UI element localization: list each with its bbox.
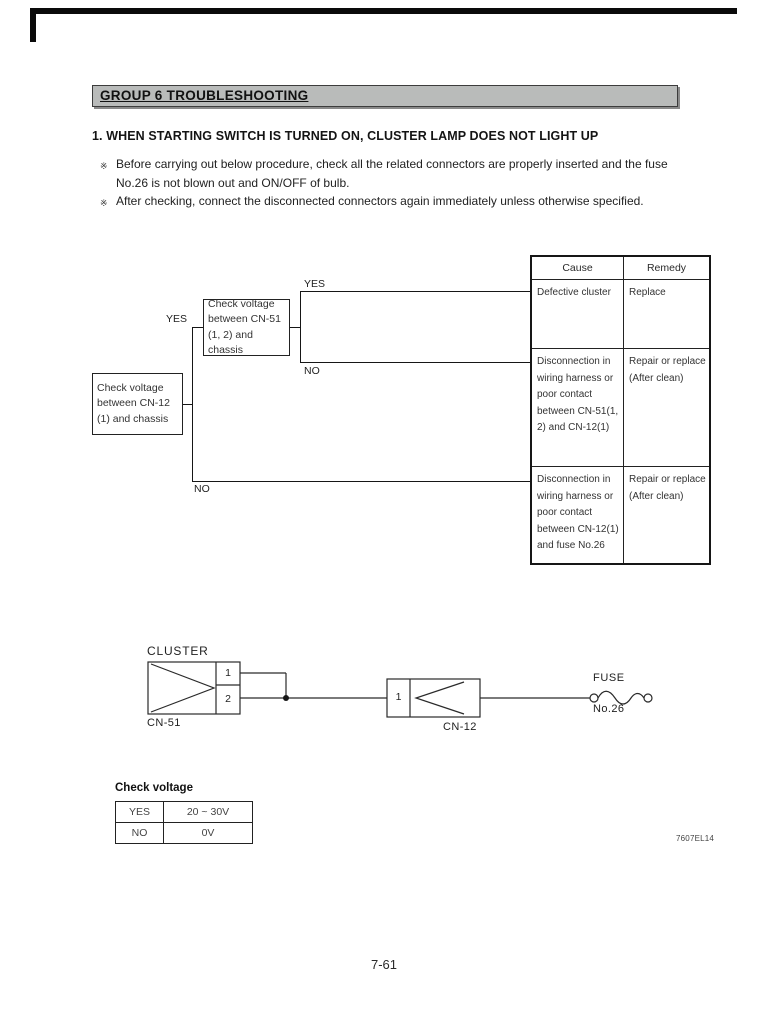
table-row [532, 349, 709, 467]
cluster-label: CLUSTER [147, 644, 209, 658]
top-border-bar [30, 8, 737, 14]
cause-remedy-table [530, 255, 711, 565]
page-number: 7-61 [370, 957, 398, 972]
flow-line [183, 404, 192, 405]
note-marker: ※ [100, 198, 108, 208]
cn12-pin-1: 1 [395, 691, 402, 703]
note-item [100, 155, 694, 193]
flow-line [192, 481, 530, 482]
cn51-pin-2: 2 [225, 693, 231, 705]
column-header-remedy: Remedy [646, 262, 687, 274]
flow-line [300, 291, 301, 363]
cn12-label: CN-12 [443, 721, 477, 733]
fuse-label: FUSE [593, 672, 625, 684]
note-item [100, 192, 694, 211]
flow-step-check-voltage-cn12: Check voltage between CN-12 (1) and chassis [92, 373, 183, 435]
flow-line [192, 327, 193, 482]
table-header-row [532, 257, 709, 280]
check-voltage-table [115, 801, 253, 844]
note-marker: ※ [100, 161, 108, 171]
doc-code: 7607EL14 [676, 834, 715, 843]
group-title-bar [92, 85, 678, 107]
cause-cell: Disconnection in wiring harness or poor contact between CN-51(1, 2) and CN-12(1) [532, 349, 624, 466]
flow-line [290, 327, 300, 328]
flow-line [300, 291, 530, 292]
fuse-number-label: No.26 [593, 703, 625, 715]
voltage-row [116, 802, 252, 822]
remedy-cell: Repair or replace (After clean) [629, 474, 706, 502]
voltage-row [116, 822, 252, 843]
remedy-cell: Repair or replace (After clean) [629, 356, 706, 384]
voltage-row-label: NO [116, 823, 164, 843]
table-row [532, 280, 709, 349]
voltage-row-value: 20 ~ 30V [186, 806, 230, 818]
cn51-pin-1: 1 [225, 667, 231, 679]
note-text: After checking, connect the disconnected connectors again immediately unless otherwise specified. [116, 194, 644, 208]
remedy-cell: Replace [629, 287, 666, 298]
cause-cell: Disconnection in wiring harness or poor contact between CN-12(1) and fuse No.26 [532, 467, 624, 563]
wiring-diagram [140, 640, 680, 732]
voltage-row-value: 0V [201, 827, 215, 839]
flow-line [192, 327, 203, 328]
flow-line [300, 362, 530, 363]
table-row [532, 467, 709, 563]
branch-label-no: NO [194, 483, 210, 495]
group-title: GROUP 6 TROUBLESHOOTING [100, 88, 309, 103]
flow-step-check-voltage-cn51: Check voltage between CN-51 (1, 2) and chassis [203, 299, 290, 356]
check-voltage-title: Check voltage [115, 782, 193, 794]
branch-label-no: NO [304, 365, 320, 377]
column-header-cause: Cause [532, 257, 624, 279]
section-title: 1. WHEN STARTING SWITCH IS TURNED ON, CLUSTER LAMP DOES NOT LIGHT UP [92, 129, 599, 143]
note-text: Before carrying out below procedure, check all the related connectors are properly inserted and the fuse No.26 is not blown out and ON/OFF of bulb. [116, 157, 668, 190]
cn51-label: CN-51 [147, 717, 181, 729]
voltage-row-label: YES [116, 802, 164, 822]
cause-cell: Defective cluster [532, 280, 624, 348]
branch-label-yes: YES [166, 313, 188, 325]
left-border-bar [30, 8, 36, 42]
branch-label-yes: YES [304, 278, 326, 290]
